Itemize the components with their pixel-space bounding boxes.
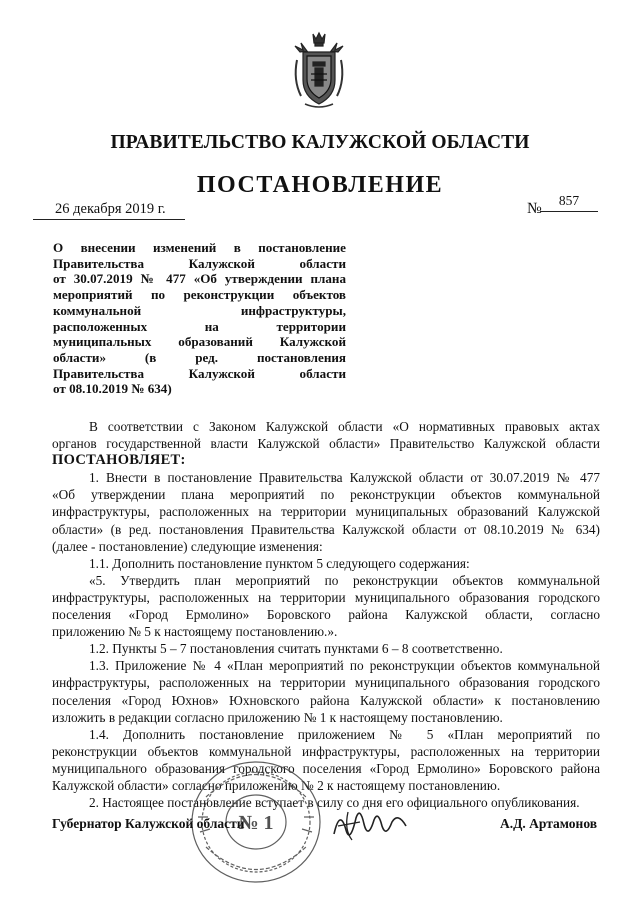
document-number-label: №	[527, 200, 542, 217]
body-line: области» (в ред. постановления Правительства Калужской области от 08.10.2019 № 634)	[52, 521, 600, 537]
subject-line: коммунальной инфраструктуры,	[53, 302, 346, 318]
signatory-title: Губернатор Калужской области	[52, 816, 245, 831]
signature-mark	[330, 800, 410, 848]
document-body	[52, 418, 600, 811]
body-line: приложению № 5 к настоящему постановлению.».	[52, 624, 338, 640]
subject-line: от 08.10.2019 № 634)	[53, 381, 172, 397]
subject-line: от 30.07.2019 № 477 «Об утверждении плана	[53, 271, 346, 287]
body-line-decree: ПОСТАНОВЛЯЕТ:	[52, 452, 186, 469]
subject-line: Правительства Калужской области	[53, 365, 346, 381]
body-line: 1.2. Пункты 5 – 7 постановления считать пунктами 6 – 8 соответственно.	[89, 641, 503, 657]
body-line: В соответствии с Законом Калужской области «О нормативных правовых актах	[89, 419, 600, 434]
body-line: инфраструктуры, расположенных на территории муниципального образования городского	[52, 675, 600, 691]
signatory-name: А.Д. Артамонов	[500, 816, 598, 831]
body-line: изложить в редакции согласно приложению № 1 к настоящему постановлению.	[52, 709, 503, 725]
body-line: 1.1. Дополнить постановление пунктом 5 следующего содержания:	[89, 555, 470, 571]
subject-line: области» (в ред. постановления	[53, 349, 346, 365]
subject-line: расположенных на территории	[53, 318, 346, 334]
organization-name: ПРАВИТЕЛЬСТВО КАЛУЖСКОЙ ОБЛАСТИ	[110, 132, 530, 153]
body-line: органов государственной власти Калужской области» Правительство Калужской области	[52, 436, 600, 452]
document-subject	[53, 240, 346, 397]
subject-line: Правительства Калужской области	[53, 255, 346, 271]
body-line: поселения «Город Ермолино» Боровского района Калужской области, согласно	[52, 607, 600, 623]
body-line: реконструкции объектов коммунальной инфраструктуры, расположенных на территории	[52, 743, 600, 759]
body-line: поселения «Город Юхнов» Юхновского района Калужской области» к постановлению	[52, 692, 600, 708]
body-line: инфраструктуры, расположенных на территории муниципального образования городского	[52, 589, 600, 605]
document-type: ПОСТАНОВЛЕНИЕ	[196, 172, 444, 198]
body-line: (далее - постановление) следующие изменения:	[52, 538, 323, 554]
body-line: 1.4. Дополнить постановление приложением № 5 «План мероприятий по	[89, 726, 600, 742]
subject-line: О внесении изменений в постановление	[53, 240, 346, 255]
stamp-number: № 1	[238, 812, 274, 834]
body-line: Калужской области» согласно приложению № 2 к настоящему постановлению.	[52, 777, 501, 793]
subject-line: мероприятий по реконструкции объектов	[53, 287, 346, 303]
body-line: инфраструктуры, расположенных на территории муниципальных образований Калужской	[52, 504, 600, 520]
body-line: 1. Внести в постановление Правительства Калужской области от 30.07.2019 № 477	[89, 470, 600, 486]
coat-of-arms-icon	[291, 30, 347, 110]
document-date: 26 декабря 2019 г.	[33, 201, 185, 220]
body-line: «5. Утвердить план мероприятий по реконструкции объектов коммунальной	[89, 572, 600, 588]
subject-line: муниципальных образований Калужской	[53, 334, 346, 350]
body-line: 1.3. Приложение № 4 «План мероприятий по реконструкции объектов коммунальной	[89, 658, 600, 674]
document-number: 857	[540, 193, 598, 212]
body-line: «Об утверждении плана мероприятий по реконструкции объектов коммунальной	[52, 487, 600, 503]
body-line: 2. Настоящее постановление вступает в силу со дня его официального опубликования.	[89, 795, 580, 811]
body-line: муниципального образования городского поселения «Город Ермолино» Боровского района	[52, 760, 600, 776]
